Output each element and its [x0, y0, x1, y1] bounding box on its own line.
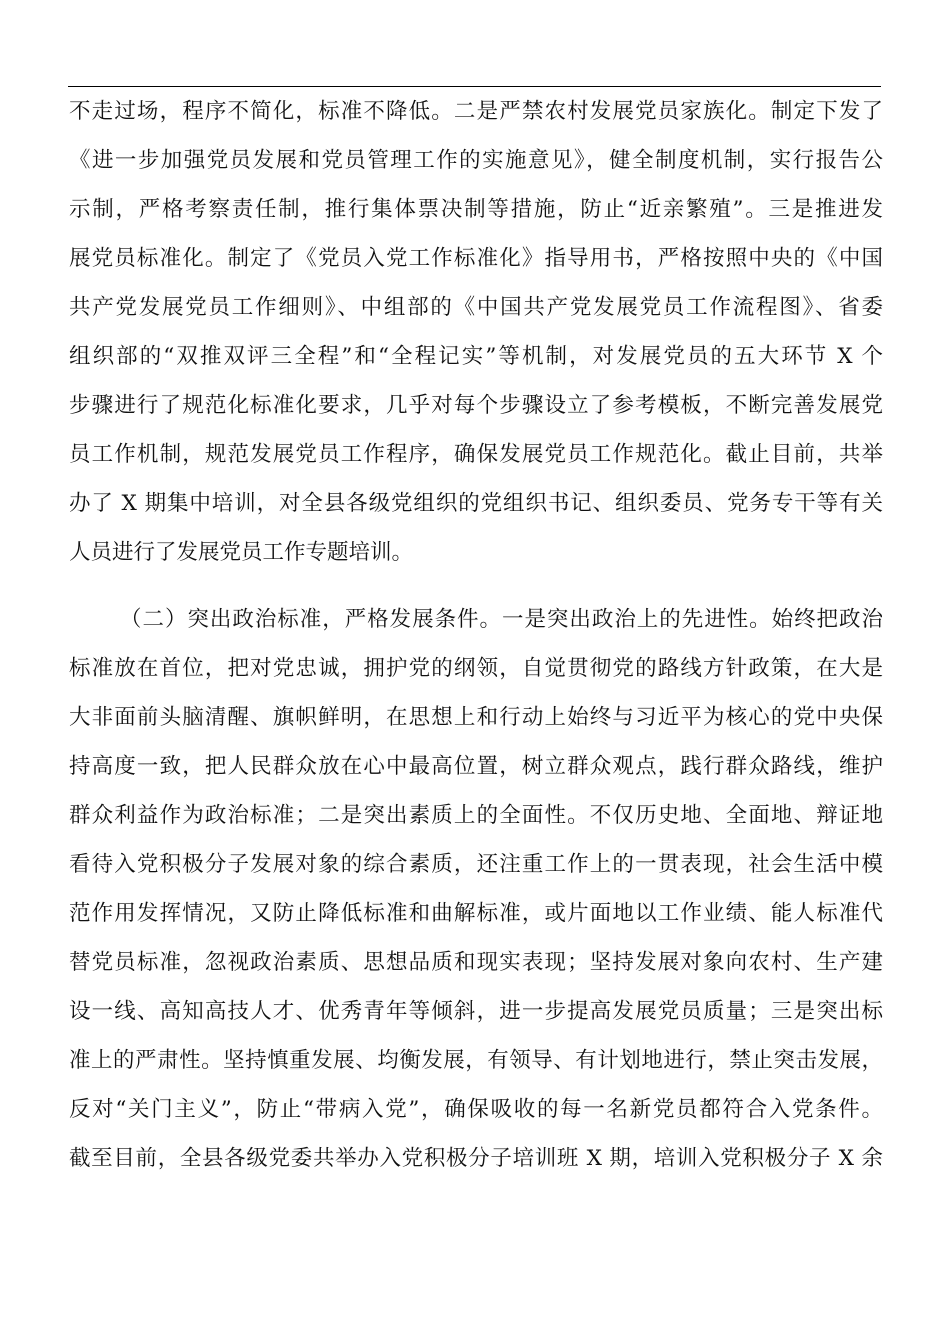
text-line-5: 共产党发展党员工作细则》、中组部的《中国共产党发展党员工作流程图》、省委 — [69, 295, 883, 320]
text-line-16: 看待入党积极分子发展对象的综合素质，还注重工作上的一贯表现，社会生活中模 — [69, 852, 883, 877]
text-line-21: 反对“关门主义”，防止“带病入党”，确保吸收的每一名新党员都符合入党条件。 — [69, 1097, 883, 1122]
text-line-4: 展党员标准化。制定了《党员入党工作标准化》指导用书，严格按照中央的《中国 — [69, 246, 883, 271]
text-line-1: 不走过场，程序不简化，标准不降低。二是严禁农村发展党员家族化。制定下发了 — [69, 99, 883, 124]
text-line-18: 替党员标准，忽视政治素质、思想品质和现实表现；坚持发展对象向农村、生产建 — [69, 950, 883, 975]
text-line-2: 《进一步加强党员发展和党员管理工作的实施意见》，健全制度机制，实行报告公 — [69, 148, 883, 173]
header-rule — [68, 86, 881, 87]
text-line-6: 组织部的“双推双评三全程”和“全程记实”等机制，对发展党员的五大环节 X 个 — [69, 344, 883, 369]
text-line-17: 范作用发挥情况，又防止降低标准和曲解标准，或片面地以工作业绩、能人标准代 — [69, 901, 883, 926]
text-line-15: 群众利益作为政治标准；二是突出素质上的全面性。不仅历史地、全面地、辩证地 — [69, 803, 883, 828]
text-line-12: 标准放在首位，把对党忠诚，拥护党的纲领，自觉贯彻党的路线方针政策，在大是 — [69, 656, 883, 681]
text-line-22: 截至目前，全县各级党委共举办入党积极分子培训班 X 期，培训入党积极分子 X 余 — [69, 1146, 883, 1171]
text-line-8: 员工作机制，规范发展党员工作程序，确保发展党员工作规范化。截止目前，共举 — [69, 442, 883, 467]
section-heading-line: （二）突出政治标准，严格发展条件。一是突出政治上的先进性。始终把政治 — [120, 607, 883, 632]
text-line-10: 人员进行了发展党员工作专题培训。 — [69, 540, 414, 565]
text-line-14: 持高度一致，把人民群众放在心中最高位置，树立群众观点，践行群众路线，维护 — [69, 754, 883, 779]
text-line-9: 办了 X 期集中培训，对全县各级党组织的党组织书记、组织委员、党务专干等有关 — [69, 491, 883, 516]
text-line-19: 设一线、高知高技人才、优秀青年等倾斜，进一步提高发展党员质量；三是突出标 — [69, 999, 883, 1024]
text-line-13: 大非面前头脑清醒、旗帜鲜明，在思想上和行动上始终与习近平为核心的党中央保 — [69, 705, 883, 730]
text-line-20: 准上的严肃性。坚持慎重发展、均衡发展，有领导、有计划地进行，禁止突击发展， — [69, 1048, 883, 1073]
text-line-7: 步骤进行了规范化标准化要求，几乎对每个步骤设立了参考模板，不断完善发展党 — [69, 393, 883, 418]
text-line-3: 示制，严格考察责任制，推行集体票决制等措施，防止“近亲繁殖”。三是推进发 — [69, 197, 883, 222]
